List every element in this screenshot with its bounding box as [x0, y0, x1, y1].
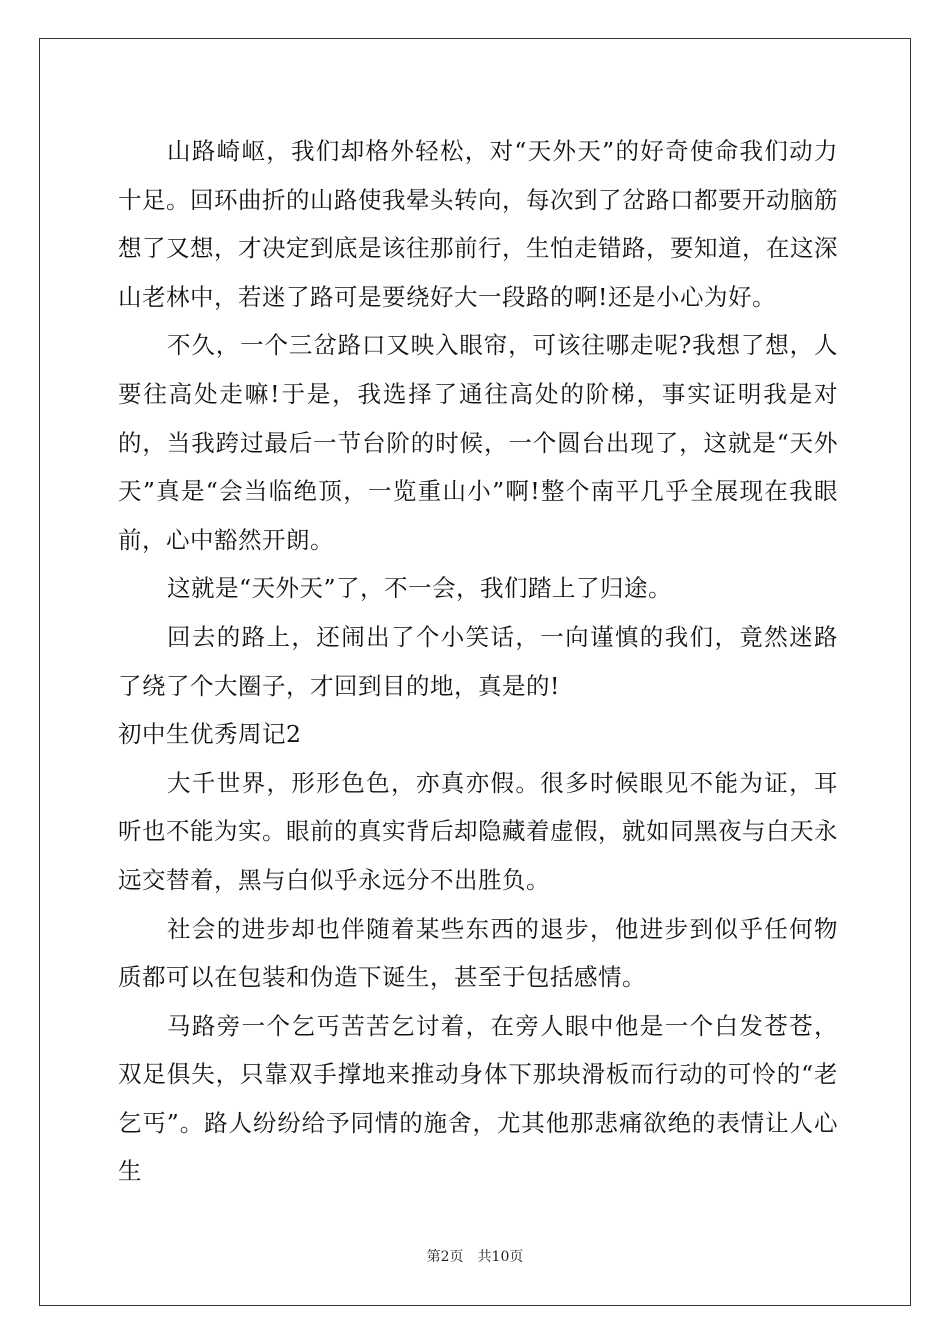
document-body — [118, 127, 838, 1196]
paragraph: 马路旁一个乞丐苦苦乞讨着，在旁人眼中他是一个白发苍苍，双足俱失，只靠双手撑地来推动身体下那块滑板而行动的可怜的“老乞丐”。路人纷纷给予同情的施舍，尤其他那悲痛欲绝的表情让人心生 — [118, 1011, 838, 1186]
paragraph: 回去的路上，还闹出了个小笑话，一向谨慎的我们，竟然迷路了绕了个大圈子，才回到目的地，真是的! — [118, 622, 838, 700]
paragraph: 山路崎岖，我们却格外轻松，对“天外天”的好奇使命我们动力十足。回环曲折的山路使我晕头转向，每次到了岔路口都要开动脑筋想了又想，才决定到底是该往那前行，生怕走错路，要知道，在这深山老林中，若迷了路可是要绕好大一段路的啊!还是小心为好。 — [118, 137, 838, 311]
section-title: 初中生优秀周记2 — [118, 720, 302, 749]
paragraph: 社会的进步却也伴随着某些东西的退步，他进步到似乎任何物质都可以在包装和伪造下诞生，甚至于包括感情。 — [118, 914, 838, 992]
paragraph: 这就是“天外天”了，不一会，我们踏上了归途。 — [167, 574, 673, 603]
page-total: 共10页 — [477, 1249, 524, 1265]
paragraph: 不久，一个三岔路口又映入眼帘，可该往哪走呢?我想了想，人要往高处走嘛!于是，我选择了通往高处的阶梯，事实证明我是对的，当我跨过最后一节台阶的时候，一个圆台出现了，这就是“天外天”真是“会当临绝顶，一览重山小”啊!整个南平几乎全展现在我眼前，心中豁然开朗。 — [118, 331, 838, 554]
page-number: 第2页 — [426, 1249, 464, 1265]
page-footer — [0, 1246, 950, 1266]
paragraph: 大千世界，形形色色，亦真亦假。很多时候眼见不能为证，耳听也不能为实。眼前的真实背后却隐藏着虚假，就如同黑夜与白天永远交替着，黑与白似乎永远分不出胜负。 — [118, 768, 838, 894]
